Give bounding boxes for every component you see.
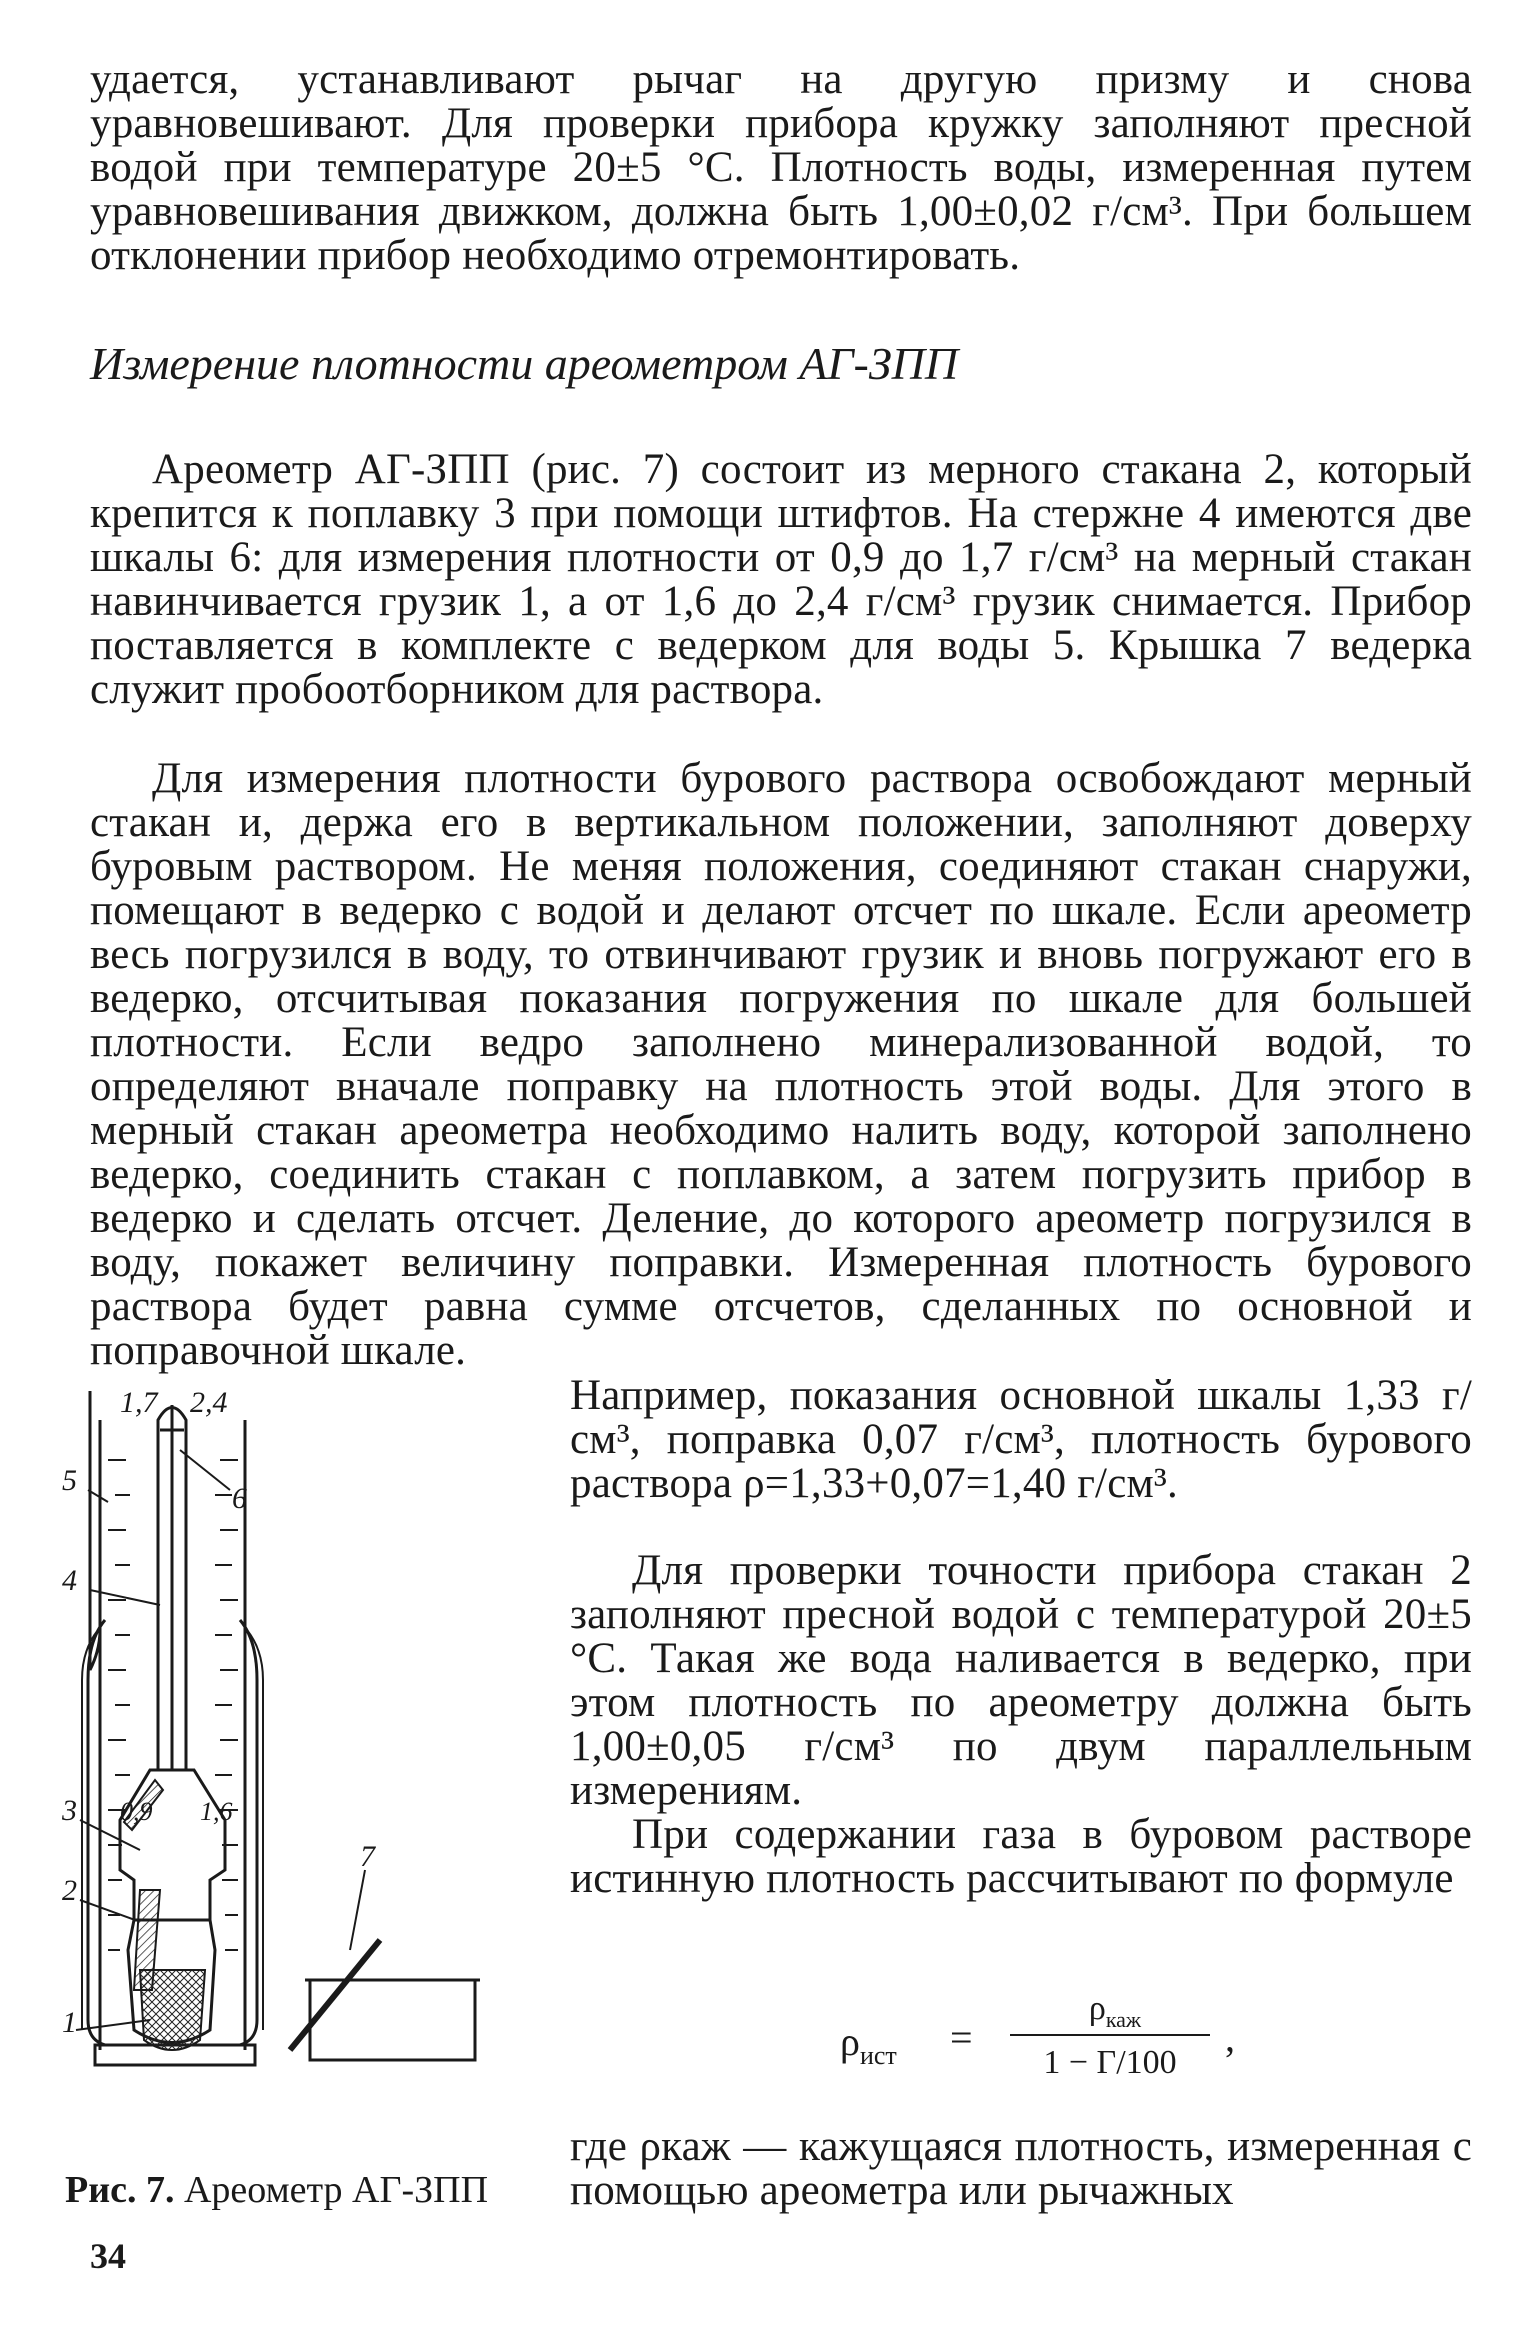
label-2: 2 — [62, 1874, 77, 1907]
formula-numerator: $\rho_{каж}$ — [1088, 1990, 1142, 2032]
label-scale-2-4: 2,4 — [190, 1390, 228, 1419]
label-scale-1-7: 1,7 — [120, 1390, 158, 1419]
hydrometer-float — [120, 1770, 225, 1920]
figure-caption-prefix: Рис. 7. — [65, 2169, 175, 2211]
formula-equals: = — [950, 2015, 973, 2060]
label-4: 4 — [62, 1564, 77, 1597]
page-number: 34 — [90, 2236, 126, 2276]
label-scale-0-9: 0,9 — [120, 1797, 153, 1826]
hydrometer-stem — [158, 1405, 186, 1770]
paragraph-accuracy-check: Для проверки точности прибора стакан 2 заполняют пресной водой с температурой 20±5 °С. Такая же вода наливается в ведерко, при этом плотность по ареометру должна быть 1,00±0,05 г/см³ по двум параллельным измерениям. — [570, 1547, 1472, 1814]
hydrometer-figure — [60, 1390, 560, 2150]
label-5: 5 — [62, 1464, 77, 1497]
formula-lhs: $\rho_{ист}$ — [840, 2019, 897, 2070]
paragraph-top: удается, устанавливают рычаг на другую призму и снова уравновешивают. Для проверки прибора кружку заполняют пресной водой при температуре 20±5 °С. Плотность воды, измеренная путем уравновешивания движком, должна быть 1,00±0,02 г/см³. При большем отклонении прибор необходимо отремонтировать. — [90, 56, 1472, 279]
formula-fraction-bar — [1010, 2034, 1210, 2036]
paragraph-where: где ρкаж — кажущаяся плотность, измеренная с помощью ареометра или рычажных — [570, 2123, 1472, 2214]
figure-caption — [65, 2168, 545, 2212]
density-formula — [830, 1990, 1250, 2080]
sampler-lid — [290, 1870, 480, 2060]
label-6: 6 — [232, 1482, 247, 1515]
formula-comma: , — [1225, 2015, 1235, 2060]
label-7: 7 — [360, 1840, 375, 1873]
paragraph-gas-content: При содержании газа в буровом растворе истинную плотность рассчитывают по формуле — [570, 1811, 1472, 1902]
weight-bob — [140, 1970, 205, 2050]
label-1: 1 — [62, 2006, 77, 2039]
figure-caption-title: Ареометр АГ-ЗПП — [183, 2169, 489, 2211]
section-heading: Измерение плотности ареометром АГ-ЗПП — [90, 338, 959, 389]
label-3: 3 — [62, 1794, 77, 1827]
label-scale-1-6: 1,6 — [200, 1797, 233, 1826]
paragraph-measurement: Для измерения плотности бурового раствора освобождают мерный стакан и, держа его в вертикальном положении, заполняют доверху буровым раствором. Не меняя положения, соединяют стакан снаружи, помещают в ведерко с водой и делают отсчет по шкале. Если ареометр весь погрузился в воду, то отвинчивают грузик и вновь погружают его в ведерко, отсчитывая показания погружения по шкале для большей плотности. Если ведро заполнено минерализованной водой, то определяют вначале поправку на плотность этой воды. Для этого в мерный стакан ареометра необходимо налить воду, которой заполнено ведерко, соединить стакан с поплавком, а затем погрузить прибор в ведерко и сделать отсчет. Деление, до которого ареометр погрузился в воду, покажет величину поправки. Измеренная плотность бурового раствора будет равна сумме отсчетов, сделанных по основной и поправочной шкале. — [90, 755, 1472, 1374]
paragraph-example: Например, показания основной шкалы 1,33 г/см³, поправка 0,07 г/см³, плотность бурового раствора ρ=1,33+0,07=1,40 г/см³. — [570, 1372, 1472, 1507]
formula-denominator: 1 − Г/100 — [1043, 2044, 1177, 2081]
paragraph-description: Ареометр АГ-ЗПП (рис. 7) состоит из мерного стакана 2, который крепится к поплавку 3 при помощи штифтов. На стержне 4 имеются две шкалы 6: для измерения плотности от 0,9 до 1,7 г/см³ на мерный стакан навинчивается грузик 1, а от 1,6 до 2,4 г/см³ грузик снимается. Прибор поставляется в комплекте с ведерком для воды 5. Крышка 7 ведерка служит пробоотборником для раствора. — [90, 446, 1472, 713]
